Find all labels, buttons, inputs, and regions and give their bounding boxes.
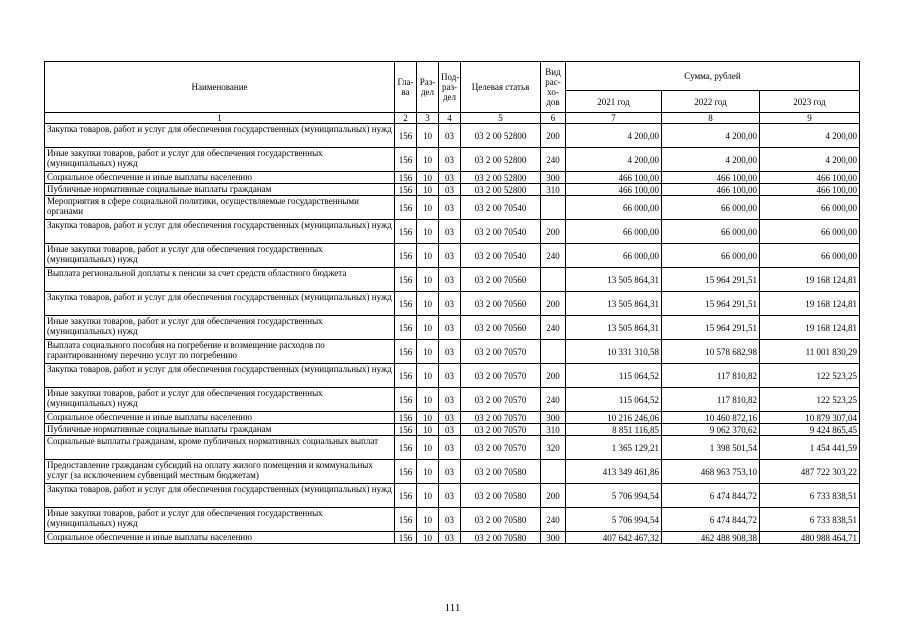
- row-name: Социальное обеспечение и иные выплаты населению: [45, 412, 395, 424]
- header-razdel: Раз-дел: [417, 62, 439, 113]
- row-glava: 156: [395, 268, 417, 292]
- column-number: 8: [662, 113, 760, 124]
- column-number-row: [45, 113, 860, 124]
- table-row: [45, 220, 860, 244]
- row-podrazdel: 03: [439, 184, 461, 196]
- row-expense-type: 310: [541, 424, 566, 436]
- row-sum-2022: 15 964 291,51: [662, 268, 760, 292]
- row-expense-type: [541, 196, 566, 220]
- column-number: 7: [566, 113, 662, 124]
- row-target-article: 03 2 00 70570: [461, 424, 541, 436]
- row-expense-type: 300: [541, 532, 566, 544]
- row-expense-type: 200: [541, 364, 566, 388]
- row-glava: 156: [395, 412, 417, 424]
- row-podrazdel: 03: [439, 268, 461, 292]
- row-sum-2022: 10 460 872,16: [662, 412, 760, 424]
- row-sum-2021: 66 000,00: [566, 196, 662, 220]
- table-row: [45, 292, 860, 316]
- row-podrazdel: 03: [439, 484, 461, 508]
- row-target-article: 03 2 00 70580: [461, 508, 541, 532]
- row-sum-2022: 9 062 370,62: [662, 424, 760, 436]
- row-target-article: 03 2 00 70560: [461, 316, 541, 340]
- row-expense-type: 300: [541, 412, 566, 424]
- row-sum-2023: 9 424 865,45: [760, 424, 860, 436]
- row-razdel: 10: [417, 388, 439, 412]
- row-sum-2023: 10 879 307,04: [760, 412, 860, 424]
- header-podrazdel: Под-раз-дел: [439, 62, 461, 113]
- table-row: [45, 424, 860, 436]
- row-name: Закупка товаров, работ и услуг для обеспечения государственных (муниципальных) нужд: [45, 292, 395, 316]
- row-target-article: 03 2 00 70560: [461, 292, 541, 316]
- row-sum-2023: 1 454 441,59: [760, 436, 860, 460]
- row-glava: 156: [395, 316, 417, 340]
- row-glava: 156: [395, 424, 417, 436]
- row-sum-2023: 487 722 303,22: [760, 460, 860, 484]
- row-sum-2023: 19 168 124,81: [760, 316, 860, 340]
- row-podrazdel: 03: [439, 244, 461, 268]
- row-expense-type: 200: [541, 292, 566, 316]
- row-sum-2021: 466 100,00: [566, 184, 662, 196]
- row-glava: 156: [395, 292, 417, 316]
- row-podrazdel: 03: [439, 124, 461, 148]
- row-sum-2022: 466 100,00: [662, 172, 760, 184]
- row-sum-2022: 66 000,00: [662, 196, 760, 220]
- column-number: 2: [395, 113, 417, 124]
- table-row: [45, 532, 860, 544]
- row-razdel: 10: [417, 196, 439, 220]
- row-sum-2022: 15 964 291,51: [662, 292, 760, 316]
- row-name: Выплата региональной доплаты к пенсии за счет средств областного бюджета: [45, 268, 395, 292]
- row-sum-2023: 466 100,00: [760, 172, 860, 184]
- header-sum: Сумма, рублей: [566, 62, 860, 91]
- row-glava: 156: [395, 484, 417, 508]
- header-year-2023: 2023 год: [760, 91, 860, 113]
- row-sum-2022: 10 578 682,98: [662, 340, 760, 364]
- row-sum-2022: 66 000,00: [662, 220, 760, 244]
- row-target-article: 03 2 00 70570: [461, 340, 541, 364]
- row-expense-type: 200: [541, 124, 566, 148]
- row-target-article: 03 2 00 70570: [461, 364, 541, 388]
- row-name: Закупка товаров, работ и услуг для обеспечения государственных (муниципальных) нужд: [45, 484, 395, 508]
- row-expense-type: 240: [541, 244, 566, 268]
- row-sum-2021: 466 100,00: [566, 172, 662, 184]
- row-expense-type: 300: [541, 172, 566, 184]
- row-target-article: 03 2 00 52800: [461, 148, 541, 172]
- row-sum-2021: 4 200,00: [566, 124, 662, 148]
- header-target-article: Целевая статья: [461, 62, 541, 113]
- row-target-article: 03 2 00 52800: [461, 184, 541, 196]
- row-razdel: 10: [417, 292, 439, 316]
- row-name: Мероприятия в сфере социальной политики, осуществляемые государственными органами: [45, 196, 395, 220]
- row-expense-type: 240: [541, 316, 566, 340]
- row-name: Социальное обеспечение и иные выплаты населению: [45, 532, 395, 544]
- row-glava: 156: [395, 460, 417, 484]
- row-sum-2023: 122 523,25: [760, 364, 860, 388]
- row-name: Иные закупки товаров, работ и услуг для обеспечения государственных (муниципальных) нужд: [45, 148, 395, 172]
- row-expense-type: 310: [541, 184, 566, 196]
- row-sum-2022: 15 964 291,51: [662, 316, 760, 340]
- row-sum-2021: 8 851 116,85: [566, 424, 662, 436]
- row-sum-2021: 115 064,52: [566, 388, 662, 412]
- table-row: [45, 508, 860, 532]
- table-row: [45, 388, 860, 412]
- row-name: Иные закупки товаров, работ и услуг для обеспечения государственных (муниципальных) нужд: [45, 316, 395, 340]
- row-razdel: 10: [417, 424, 439, 436]
- row-sum-2022: 4 200,00: [662, 124, 760, 148]
- row-sum-2023: 4 200,00: [760, 124, 860, 148]
- row-sum-2022: 462 488 908,38: [662, 532, 760, 544]
- row-glava: 156: [395, 220, 417, 244]
- row-glava: 156: [395, 244, 417, 268]
- row-podrazdel: 03: [439, 460, 461, 484]
- table-row: [45, 124, 860, 148]
- row-name: Закупка товаров, работ и услуг для обеспечения государственных (муниципальных) нужд: [45, 364, 395, 388]
- row-sum-2021: 13 505 864,31: [566, 268, 662, 292]
- row-razdel: 10: [417, 412, 439, 424]
- row-sum-2023: 4 200,00: [760, 148, 860, 172]
- row-sum-2021: 1 365 129,21: [566, 436, 662, 460]
- header-year-2021: 2021 год: [566, 91, 662, 113]
- row-razdel: 10: [417, 532, 439, 544]
- table-row: [45, 196, 860, 220]
- row-sum-2021: 13 505 864,31: [566, 292, 662, 316]
- row-expense-type: 240: [541, 508, 566, 532]
- row-glava: 156: [395, 184, 417, 196]
- row-target-article: 03 2 00 70580: [461, 460, 541, 484]
- row-expense-type: 320: [541, 436, 566, 460]
- row-podrazdel: 03: [439, 424, 461, 436]
- row-name: Иные закупки товаров, работ и услуг для обеспечения государственных (муниципальных) нужд: [45, 508, 395, 532]
- row-target-article: 03 2 00 70570: [461, 412, 541, 424]
- row-target-article: 03 2 00 70560: [461, 268, 541, 292]
- row-sum-2023: 6 733 838,51: [760, 508, 860, 532]
- table-row: [45, 460, 860, 484]
- row-razdel: 10: [417, 340, 439, 364]
- row-sum-2023: 466 100,00: [760, 184, 860, 196]
- table-body: [45, 124, 860, 544]
- row-sum-2023: 11 001 830,29: [760, 340, 860, 364]
- row-glava: 156: [395, 532, 417, 544]
- table-row: [45, 148, 860, 172]
- header-expense-type: Вид рас-хо-дов: [541, 62, 566, 113]
- row-sum-2021: 413 349 461,86: [566, 460, 662, 484]
- row-sum-2023: 19 168 124,81: [760, 268, 860, 292]
- row-sum-2023: 6 733 838,51: [760, 484, 860, 508]
- table-row: [45, 436, 860, 460]
- header-glava: Гла-ва: [395, 62, 417, 113]
- row-target-article: 03 2 00 70540: [461, 220, 541, 244]
- column-number: 4: [439, 113, 461, 124]
- table-row: [45, 412, 860, 424]
- row-name: Публичные нормативные социальные выплаты гражданам: [45, 184, 395, 196]
- row-razdel: 10: [417, 184, 439, 196]
- table-row: [45, 244, 860, 268]
- row-razdel: 10: [417, 364, 439, 388]
- row-name: Публичные нормативные социальные выплаты гражданам: [45, 424, 395, 436]
- row-name: Иные закупки товаров, работ и услуг для обеспечения государственных (муниципальных) нужд: [45, 388, 395, 412]
- column-number: 6: [541, 113, 566, 124]
- table-row: [45, 268, 860, 292]
- table-row: [45, 364, 860, 388]
- row-glava: 156: [395, 124, 417, 148]
- column-number: 3: [417, 113, 439, 124]
- row-podrazdel: 03: [439, 532, 461, 544]
- row-sum-2023: 19 168 124,81: [760, 292, 860, 316]
- row-sum-2021: 115 064,52: [566, 364, 662, 388]
- row-name: Предоставление гражданам субсидий на оплату жилого помещения и коммунальных услуг (за исключением субвенций местным бюджетам): [45, 460, 395, 484]
- row-podrazdel: 03: [439, 316, 461, 340]
- row-razdel: 10: [417, 436, 439, 460]
- row-podrazdel: 03: [439, 292, 461, 316]
- row-razdel: 10: [417, 484, 439, 508]
- row-glava: 156: [395, 388, 417, 412]
- column-number: 1: [45, 113, 395, 124]
- row-podrazdel: 03: [439, 196, 461, 220]
- row-razdel: 10: [417, 148, 439, 172]
- row-razdel: 10: [417, 244, 439, 268]
- row-razdel: 10: [417, 172, 439, 184]
- row-sum-2022: 4 200,00: [662, 148, 760, 172]
- row-sum-2023: 480 988 464,71: [760, 532, 860, 544]
- row-sum-2021: 66 000,00: [566, 244, 662, 268]
- row-target-article: 03 2 00 70580: [461, 532, 541, 544]
- budget-table: [44, 61, 860, 544]
- row-podrazdel: 03: [439, 436, 461, 460]
- row-razdel: 10: [417, 508, 439, 532]
- row-sum-2023: 66 000,00: [760, 220, 860, 244]
- row-glava: 156: [395, 148, 417, 172]
- row-target-article: 03 2 00 70540: [461, 244, 541, 268]
- table-row: [45, 340, 860, 364]
- row-name: Социальное обеспечение и иные выплаты населению: [45, 172, 395, 184]
- row-glava: 156: [395, 340, 417, 364]
- row-name: Выплата социального пособия на погребение и возмещение расходов по гарантированному перечню услуг по погребению: [45, 340, 395, 364]
- row-name: Закупка товаров, работ и услуг для обеспечения государственных (муниципальных) нужд: [45, 220, 395, 244]
- row-target-article: 03 2 00 52800: [461, 172, 541, 184]
- row-sum-2022: 117 810,82: [662, 364, 760, 388]
- row-podrazdel: 03: [439, 172, 461, 184]
- row-target-article: 03 2 00 52800: [461, 124, 541, 148]
- row-podrazdel: 03: [439, 412, 461, 424]
- row-target-article: 03 2 00 70570: [461, 388, 541, 412]
- row-sum-2021: 13 505 864,31: [566, 316, 662, 340]
- header-name: Наименование: [45, 62, 395, 113]
- row-razdel: 10: [417, 124, 439, 148]
- row-podrazdel: 03: [439, 340, 461, 364]
- row-sum-2021: 10 331 310,58: [566, 340, 662, 364]
- row-sum-2022: 6 474 844,72: [662, 484, 760, 508]
- row-podrazdel: 03: [439, 148, 461, 172]
- row-glava: 156: [395, 364, 417, 388]
- row-expense-type: 240: [541, 388, 566, 412]
- row-sum-2023: 122 523,25: [760, 388, 860, 412]
- row-razdel: 10: [417, 316, 439, 340]
- row-sum-2023: 66 000,00: [760, 244, 860, 268]
- column-number: 5: [461, 113, 541, 124]
- row-name: Иные закупки товаров, работ и услуг для обеспечения государственных (муниципальных) нужд: [45, 244, 395, 268]
- row-target-article: 03 2 00 70540: [461, 196, 541, 220]
- row-glava: 156: [395, 508, 417, 532]
- row-sum-2021: 4 200,00: [566, 148, 662, 172]
- row-sum-2022: 468 963 753,10: [662, 460, 760, 484]
- row-target-article: 03 2 00 70580: [461, 484, 541, 508]
- row-name: Социальные выплаты гражданам, кроме публичных нормативных социальных выплат: [45, 436, 395, 460]
- row-target-article: 03 2 00 70570: [461, 436, 541, 460]
- header-year-2022: 2022 год: [662, 91, 760, 113]
- table-row: [45, 316, 860, 340]
- row-glava: 156: [395, 196, 417, 220]
- row-name: Закупка товаров, работ и услуг для обеспечения государственных (муниципальных) нужд: [45, 124, 395, 148]
- row-razdel: 10: [417, 460, 439, 484]
- row-razdel: 10: [417, 220, 439, 244]
- row-sum-2023: 66 000,00: [760, 196, 860, 220]
- row-expense-type: [541, 340, 566, 364]
- row-sum-2022: 66 000,00: [662, 244, 760, 268]
- row-glava: 156: [395, 436, 417, 460]
- row-podrazdel: 03: [439, 220, 461, 244]
- row-podrazdel: 03: [439, 388, 461, 412]
- row-sum-2022: 117 810,82: [662, 388, 760, 412]
- row-sum-2022: 6 474 844,72: [662, 508, 760, 532]
- row-podrazdel: 03: [439, 364, 461, 388]
- row-sum-2021: 407 642 467,32: [566, 532, 662, 544]
- row-sum-2021: 66 000,00: [566, 220, 662, 244]
- row-sum-2022: 1 398 501,54: [662, 436, 760, 460]
- row-sum-2021: 10 216 246,06: [566, 412, 662, 424]
- table-row: [45, 184, 860, 196]
- row-glava: 156: [395, 172, 417, 184]
- row-expense-type: 200: [541, 484, 566, 508]
- row-expense-type: 200: [541, 220, 566, 244]
- row-sum-2021: 5 706 994,54: [566, 508, 662, 532]
- row-expense-type: 240: [541, 148, 566, 172]
- table-row: [45, 484, 860, 508]
- column-number: 9: [760, 113, 860, 124]
- page-number: 111: [444, 602, 461, 614]
- table-row: [45, 172, 860, 184]
- row-expense-type: [541, 268, 566, 292]
- row-podrazdel: 03: [439, 508, 461, 532]
- row-expense-type: [541, 460, 566, 484]
- row-sum-2021: 5 706 994,54: [566, 484, 662, 508]
- row-razdel: 10: [417, 268, 439, 292]
- row-sum-2022: 466 100,00: [662, 184, 760, 196]
